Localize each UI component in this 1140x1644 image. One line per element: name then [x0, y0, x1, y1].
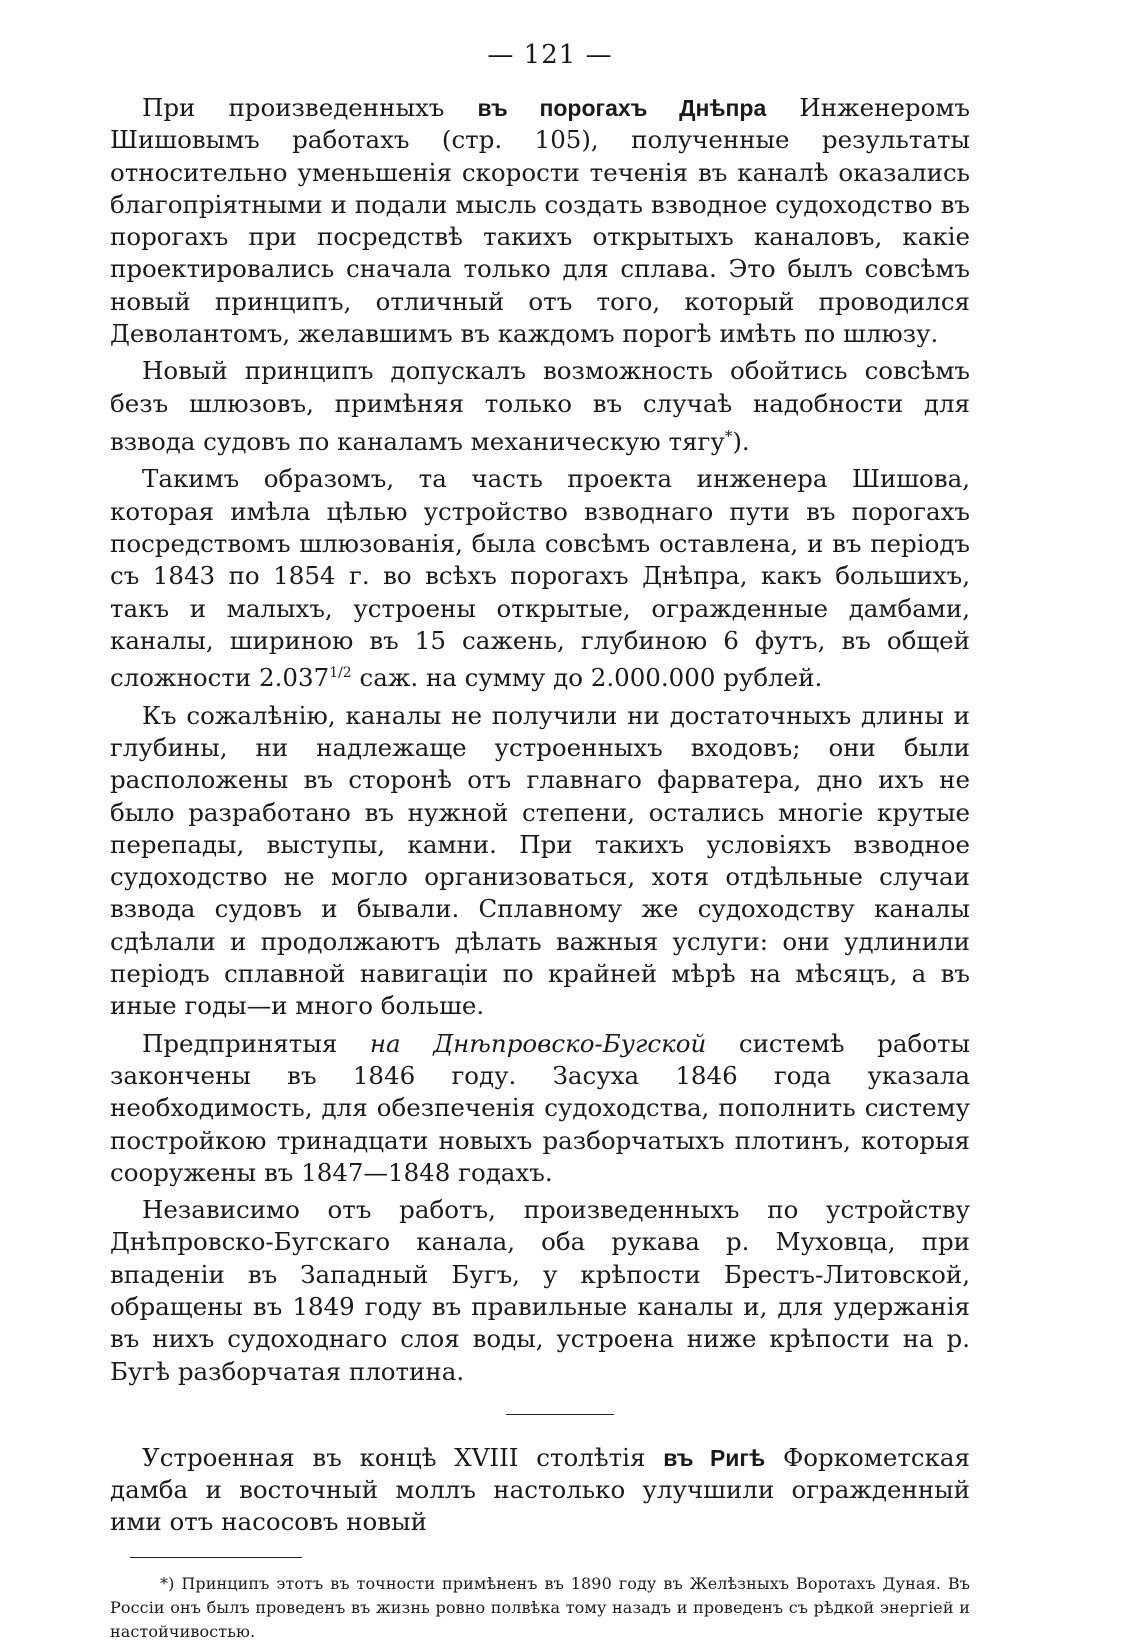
paragraph-6: Независимо отъ работъ, произведенныхъ по устройству Днѣпровско-Бугскаго канала, оба рукава р. Муховца, при впаденіи въ Западный Бугъ, у крѣпости Брестъ-Литовской, обращены въ 1849 году въ правильные каналы и, для удержанія въ нихъ судоходнаго слоя воды, устроена ниже крѣпости на р. Бугѣ разборчатая плотина.: [110, 1195, 970, 1386]
paragraph-7: [110, 1442, 970, 1539]
paragraph-2-text: Новый принципъ допускалъ возможность обойтись совсѣмъ безъ шлюзовъ, примѣняя только въ случаѣ надобности для взвода судовъ по каналамъ механическую тягу: [110, 356, 970, 457]
paragraph-3-end: саж. на сумму до 2.000.000 рублей.: [351, 663, 823, 693]
paragraph-1-text-2: Инженеромъ Шишовымъ работахъ (стр. 105), полученные результаты относительно уменьшенія скорости теченія въ каналѣ оказались благопріятными и подали мысль создать взводное судоходство въ порогахъ при посредствѣ такихъ открытыхъ каналовъ, какіе проектировались сначала только для сплава. Это былъ совсѣмъ новый принципъ, отличный отъ того, который проводился Деволантомъ, желавшимъ въ каждомъ порогѣ имѣть по шлюзу.: [110, 93, 970, 349]
paragraph-4: Къ сожалѣнію, каналы не получили ни достаточныхъ длины и глубины, ни надлежаще устроенныхъ входовъ; они были расположены въ сторонѣ отъ главнаго фарватера, дно ихъ не было разработано въ нужной степени, остались многіе крутые перепады, выступы, камни. При такихъ условіяхъ взводное судоходство не могло организоваться, хотя отдѣльные случаи взвода судовъ и бывали. Сплавному же судоходству каналы сдѣлали и продолжаютъ дѣлать важныя услуги: они удлинили періодъ сплавной навигаціи по крайней мѣрѣ на мѣсяцъ, а въ иные годы—и много больше.: [110, 700, 970, 1021]
paragraph-1: [110, 92, 970, 350]
paragraph-7-text-2: Форкометская дамба и восточный моллъ настолько улучшили огражденный ими отъ насосовъ новый: [110, 1442, 970, 1537]
paragraph-3-text: Такимъ образомъ, та часть проекта инженера Шишова, которая имѣла цѣлью устройство взводнаго пути въ порогахъ посредствомъ шлюзованія, была совсѣмъ оставлена, и въ періодъ съ 1843 по 1854 г. во всѣхъ порогахъ Днѣпра, какъ большихъ, такъ и малыхъ, устроены открытые, огражденные дамбами, каналы, шириною въ 15 сажень, глубиною 6 футъ, въ общей сложности 2.037: [110, 464, 970, 693]
paragraph-7-bold: въ Ригѣ: [663, 1444, 766, 1471]
footnote: *) Принципъ этотъ въ точности примѣненъ въ 1890 году въ Желѣзныхъ Воротахъ Дуная. Въ Россіи онъ былъ проведенъ въ жизнь ровно полвѣка тому назадъ и проведенъ съ рѣдкой энергіей и настойчивостью.: [110, 1573, 970, 1641]
paragraph-5-text: Предпринятыя: [142, 1028, 370, 1058]
paragraph-5-text-2: системѣ работы закончены въ 1846 году. Засуха 1846 года указала необходимость, для обезпеченія судоходства, пополнить систему постройкою тринадцати новыхъ разборчатыхъ плотинъ, которыя сооружены въ 1847—1848 годахъ.: [110, 1028, 970, 1187]
section-divider: [506, 1414, 614, 1415]
paragraph-7-text: Устроенная въ концѣ XVIII столѣтія: [142, 1442, 664, 1472]
fraction: 1/2: [329, 665, 352, 682]
paragraph-3: [110, 463, 970, 694]
footnote-rule: [130, 1557, 302, 1558]
paragraph-5-italic: на Днѣпровско-Бугской: [369, 1028, 707, 1058]
paragraph-1-text: При произведенныхъ: [142, 93, 478, 122]
paragraph-2: [110, 355, 970, 458]
paragraph-1-bold: въ порогахъ Днѣпра: [477, 95, 767, 121]
paragraph-5: [110, 1028, 970, 1189]
page-number: — 121 —: [487, 40, 613, 70]
paragraph-2-end: ).: [732, 427, 750, 457]
footnote-mark: *: [724, 426, 733, 445]
